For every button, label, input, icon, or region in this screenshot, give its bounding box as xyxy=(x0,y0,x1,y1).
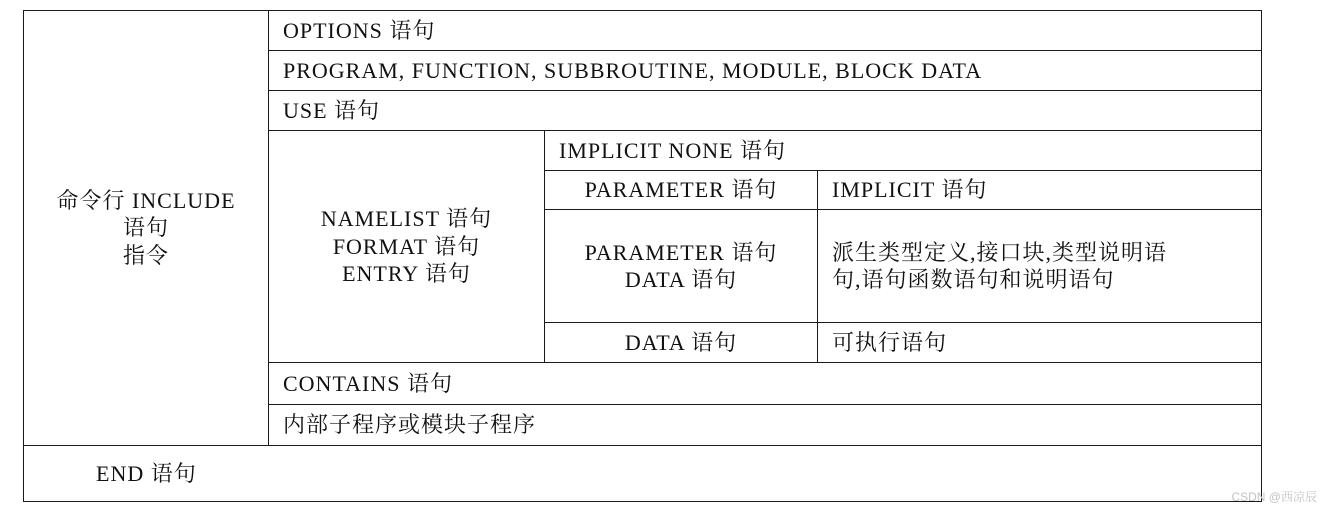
cell-contains: CONTAINS 语句 xyxy=(269,363,1262,405)
cell-include-directives: 命令行 INCLUDE 语句 指令 xyxy=(24,11,269,446)
cell-program-units: PROGRAM, FUNCTION, SUBBROUTINE, MODULE, BLOCK DATA xyxy=(269,51,1262,91)
statement-order-table xyxy=(23,10,1262,502)
cell-use: USE 语句 xyxy=(269,91,1262,130)
cell-parameter-data: PARAMETER 语句 DATA 语句 xyxy=(545,210,818,323)
cell-end: END 语句 xyxy=(24,445,1262,501)
cell-internal-subprograms: 内部子程序或模块子程序 xyxy=(269,405,1262,445)
cell-derived-types: 派生类型定义,接口块,类型说明语 句,语句函数语句和说明语句 xyxy=(818,210,1262,323)
cell-implicit: IMPLICIT 语句 xyxy=(818,170,1262,209)
cell-options: OPTIONS 语句 xyxy=(269,11,1262,51)
cell-data: DATA 语句 xyxy=(545,322,818,362)
cell-namelist-format-entry: NAMELIST 语句 FORMAT 语句 ENTRY 语句 xyxy=(269,130,545,362)
cell-executable: 可执行语句 xyxy=(818,322,1262,362)
cell-implicit-none: IMPLICIT NONE 语句 xyxy=(545,130,1262,170)
csdn-watermark: CSDN @西凉辰 xyxy=(1231,490,1317,504)
cell-parameter: PARAMETER 语句 xyxy=(545,170,818,209)
